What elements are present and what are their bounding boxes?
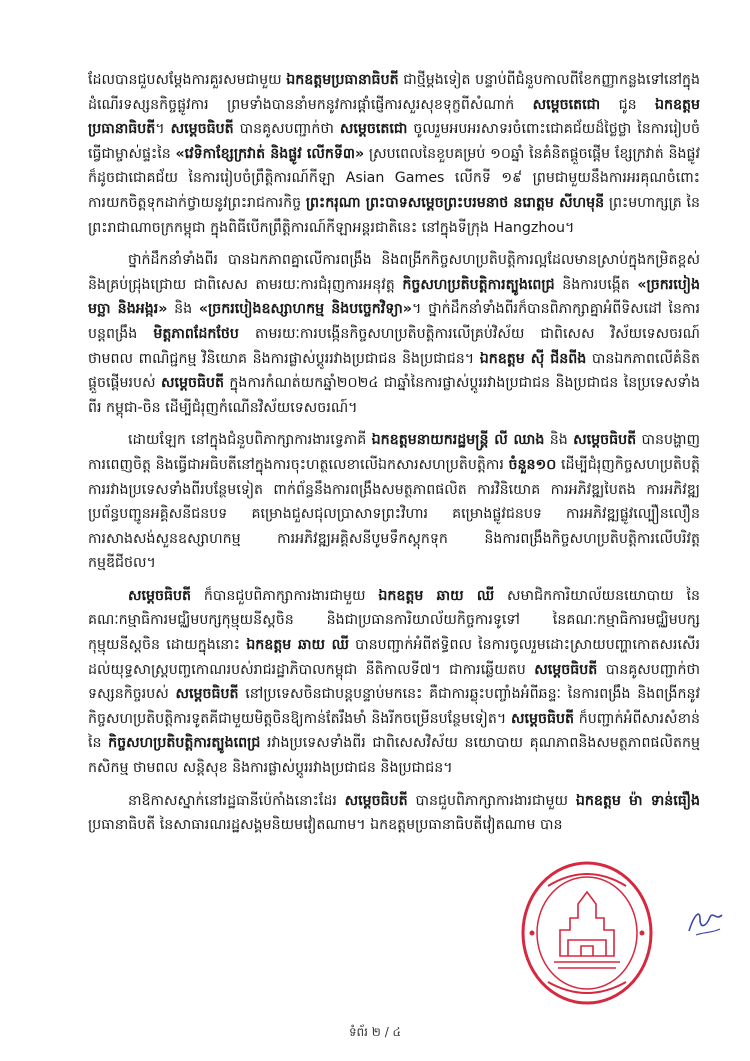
body-text: នាឱកាសស្នាក់នៅរដ្ឋធានីប៉េកាំងនោះដែរ [128, 792, 345, 809]
emphasized-text: សម្តេចធិបតី [534, 661, 598, 678]
emphasized-text: ឯកឧត្តមនាយករដ្ឋមន្ត្រី លី ឈាង [371, 432, 545, 449]
emphasized-text: កិច្ចសហប្រតិបត្តិការត្បូងពេជ្រ [402, 276, 555, 293]
document-body [88, 68, 700, 846]
paragraph-5 [88, 789, 700, 838]
emphasized-text: «វេទិកាខ្សែក្រវាត់ និងផ្លូវ លើកទី៣» [175, 145, 365, 162]
emphasized-text: សម្តេចធិបតី [510, 710, 574, 727]
emphasized-text: កិច្ចសហប្រតិបត្តិការត្បូងពេជ្រ [108, 735, 261, 752]
emphasized-text: សម្តេចធិបតី [160, 375, 225, 392]
emphasized-text: «ច្រករបៀងមច្ឆា និងអង្ករ» [88, 276, 700, 318]
body-text: ព្រះមហាក្សត្រ នៃព្រះរាជាណាចក្រកម្ពុជា ក្នុងពិធីបើកព្រឹត្តិការណ៍កីឡាអន្តរជាតិនេះ នៅក្នុងទីក្រុង Hangzhou។ [88, 194, 700, 236]
paragraph-3 [88, 428, 700, 576]
body-text: ។ ថ្នាក់ដឹកនាំទាំងពីរក៏បានពិភាក្សាគ្នាអំពីទិសដៅ នៃការបន្តពង្រឹង [88, 301, 700, 342]
body-text: ជាថ្មីម្តងទៀត បន្ទាប់ពីជំនួបកាលពីខែកញ្ញាកន្លងទៅនៅក្នុងដំណើរទស្សនកិច្ចផ្លូវការ ព្រមទាំងបាននាំមកនូវការផ្តាំផ្ញើការសួរសុខទុក្ខពីសំណាក់ [88, 72, 701, 113]
emphasized-text: ឯកឧត្តមប្រធានាធិបតី [286, 72, 399, 88]
body-text: បានគូសបញ្ជាក់ថា ទស្សនកិច្ចរបស់ [88, 661, 701, 703]
emphasized-text: ឯកឧត្តម ស៊ី ជីនពីង [479, 350, 587, 367]
body-text: ប្រធានាធិបតី នៃសាធារណរដ្ឋសង្គមនិយមវៀតណាម។ ឯកឧត្តមប្រធានាធិបតីវៀតណាម បាន [88, 817, 563, 834]
paragraph-4 [88, 584, 700, 781]
body-text: ក៏បានជួបពិភាក្សាការងារជាមួយ [191, 587, 379, 604]
body-text: បានជួបពិភាក្សាការងារជាមួយ [407, 792, 576, 809]
body-text: ស្របពេលនៃខួបគម្រប់ ១០ឆ្នាំ នៃគំនិតផ្តួចផ្តើម ខ្សែក្រវាត់ និងផ្លូវ ក៏ដូចជាជោគជ័យ នៃការរៀបចំព្រឹត្តិការណ៍កីឡា Asian Games លើកទី ១៩ ព្រមជាមួយនឹងការអរគុណចំពោះការយកចិត្តទុកដាក់ថ្វាយនូវព្រះរាជការកិច្ច [88, 145, 701, 211]
body-text: តាមរយៈការបង្កើនកិច្ចសហប្រតិបត្តិការលើគ្រប់វិស័យ ជាពិសេស វិស័យទេសចរណ៍ ថាមពល ពាណិជ្ជកម្ម វិនិយោគ និងការផ្លាស់ប្តូររវាងប្រជាជន និងប្រជាជន។ [88, 325, 701, 367]
emphasized-text: ឯកឧត្តម ឆាយ ឈី [246, 637, 349, 654]
body-text: បានឯកភាពលើគំនិតផ្តួចផ្តើមរបស់ [88, 350, 700, 392]
body-text: នៅប្រទេសចិនជាបន្តបន្ទាប់មកនេះ គឺជាការឆ្លុះបញ្ចាំងអំពីឆន្ទៈ នៃការពង្រឹង និងពង្រីកនូវកិច្ចសហប្រតិបត្តិការទូតគីជាមួយមិត្តចិនឱ្យកាន់តែរឹងមាំ និងរីកចម្រើនបន្ថែមទៀត។ [88, 686, 700, 727]
emphasized-text: សម្តេចធិបតី [573, 432, 637, 449]
emphasized-text: ឯកឧត្តមប្រធានាធិបតី [88, 96, 701, 138]
emphasized-text: សម្តេចធិបតី [170, 121, 234, 138]
emphasized-text: សម្តេចធិបតី [344, 792, 408, 809]
emphasized-text: សម្តេចតេជោ [532, 96, 601, 113]
body-text: បានបង្ហាញការពេញចិត្ត និងធ្វើជាអធិបតីនៅក្នុងការចុះហត្ថលេខាលើឯកសារសហប្រតិបត្តិការ [88, 432, 700, 473]
body-text: និងការបង្កើត [554, 276, 638, 293]
emphasized-text: មិត្តភាពដែកថែប [153, 325, 239, 342]
emphasized-text: ចំនួន១០ [508, 456, 557, 473]
page-number: ទំព័រ ២ / ៤ [348, 1025, 402, 1039]
body-text: រវាងប្រទេសទាំងពីរ ជាពិសេសវិស័យ នយោបាយ គុណភាពនិងសមត្ថភាពផលិតកម្ម កសិកម្ម ថាមពល សន្តិសុខ និងការផ្លាស់ប្តូររវាងប្រជាជន និងប្រជាជន។ [88, 735, 700, 777]
paragraph-1 [88, 68, 700, 240]
body-text: បានគូសបញ្ជាក់ថា [233, 121, 340, 138]
emphasized-text: សម្តេចតេជោ [339, 121, 408, 138]
body-text: ដោយឡែក នៅក្នុងជំនួបពិភាក្សាការងារទ្វេភាគី [128, 432, 372, 449]
emphasized-text: ព្រះករុណា ព្រះបាទសម្តេចព្រះបរមនាថ នរោត្តម សីហមុនី [305, 194, 605, 211]
body-text: ថ្នាក់ដឹកនាំទាំងពីរ បានឯកភាពគ្នាលើការពង្រឹង និងពង្រីកកិច្ចសហប្រតិបត្តិការល្អដែលមានស្រាប់ក្នុងកម្រិតខ្ពស់ និងគ្រប់ជ្រុងជ្រោយ ជាពិសេស តាមរយៈការជំរុញការអនុវត្ត [88, 252, 700, 293]
emphasized-text: ឯកឧត្តម ម៉ា ទាន់ធឿង [575, 792, 701, 809]
emphasized-text: សម្តេចធិបតី [128, 587, 192, 604]
body-text: ។ [155, 121, 171, 138]
body-text: ដែលបានជួបសម្តែងការគួរសមជាមួយ [88, 72, 287, 88]
handwritten-signature [686, 905, 726, 941]
emphasized-text: សម្តេចធិបតី [175, 686, 239, 703]
body-text: ក្នុងការកំណត់យកឆ្នាំ២០២៤ ជាឆ្នាំនៃការផ្លាស់ប្តូររវាងប្រជាជន និងប្រជាជន នៃប្រទេសទាំងពីរ កម្ពុជា-ចិន ដើម្បីជំរុញកំណើនវិស័យទេសចរណ៍។ [88, 375, 700, 416]
body-text: ក៏បញ្ជាក់អំពីសារសំខាន់នៃ [88, 710, 700, 752]
body-text: ជូន [600, 96, 655, 113]
body-text: សមាជិកការិយាល័យនយោបាយ នៃគណៈកម្មាធិការមជ្ឈិមបក្សកុម្មុយនីស្តចិន និងជាប្រធានការិយាល័យកិច្ចការទូទៅ នៃគណៈកម្មាធិការមជ្ឈិមបក្សកុម្មុយនីស្តចិន ដោយក្នុងនោះ [88, 587, 700, 654]
body-text: ដើម្បីជំរុញកិច្ចសហប្រតិបត្តិការរវាងប្រទេសទាំងពីរបន្ថែមទៀត ពាក់ព័ន្ធនឹងការពង្រឹងសមត្ថភាពផលិត ការវិនិយោគ ការអភិវឌ្ឍបៃតង ការអភិវឌ្ឍប្រព័ន្ធបញ្ជូនអគ្គិសនីជនបទ គម្រោងជួសជុលប្រាសាទព្រះវិហារ គម្រោងផ្លូវជនបទ ការអភិវឌ្ឍផ្លូវល្បឿនលឿន ការសាងសង់សួនឧស្សាហកម្ម ការអភិវឌ្ឍអគ្គិសនីបូមទឹកស្តុកទុក និងការពង្រឹងកិច្ចសហប្រតិបត្តិការលើបរិវត្តកម្មឌីជីថល។ [88, 456, 700, 572]
body-text: និង [544, 432, 574, 449]
official-seal [518, 858, 656, 1008]
emphasized-text: ឯកឧត្តម ឆាយ ឈី [378, 587, 495, 604]
body-text: ចូលរួមអបអរសាទរចំពោះជោគជ័យដ៏ថ្លៃថ្លា នៃការរៀបចំធ្វើជាម្ចាស់ផ្ទះនៃ [88, 121, 700, 162]
body-text: និង [167, 301, 199, 318]
paragraph-2 [88, 248, 700, 420]
emphasized-text: «ច្រករបៀងឧស្សាហកម្ម និងបច្ចេកវិទ្យា» [198, 301, 412, 318]
body-text: បានបញ្ជាក់អំពីឥទ្ធិពល នៃការចូលរួមដោះស្រាយបញ្ហាកោតសរសើរដល់យុទ្ធសាស្ត្របញ្ចកោណរបស់រាជរដ្ឋាភិបាលកម្ពុជា នីតិកាលទី៧។ ជាការឆ្លើយតប [88, 637, 700, 678]
